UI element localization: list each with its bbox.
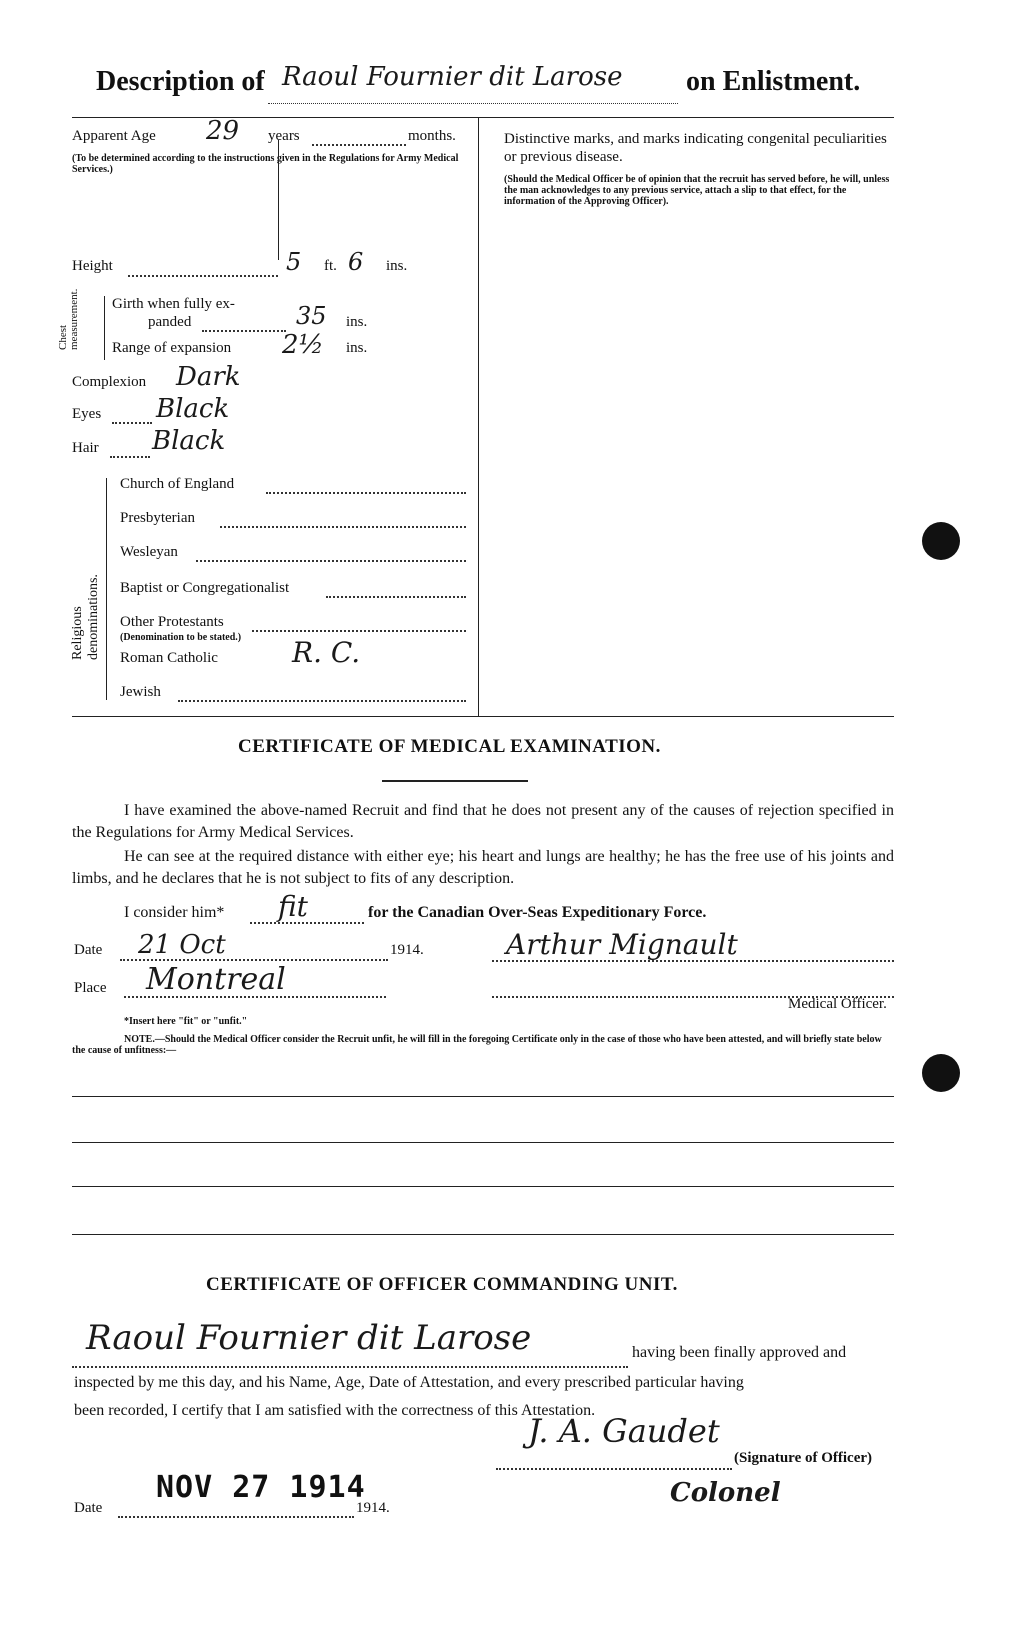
- wesleyan-label: Wesleyan: [120, 544, 178, 560]
- place-label: Place: [74, 980, 107, 996]
- feet-label: ft.: [324, 258, 337, 274]
- height-label: Height: [72, 258, 113, 274]
- distinctive-marks-note: (Should the Medical Officer be of opinion that the recruit has served before, he will, unless the man acknowledges to any previous service, attach a slip to that effect, for the information of the Approving Officer).: [504, 174, 890, 207]
- date-stamp: NOV 27 1914: [156, 1470, 366, 1505]
- religion-label: Religious denominations.: [70, 574, 101, 660]
- presbyterian-dots: [220, 526, 466, 528]
- height-feet-value: 5: [286, 248, 302, 276]
- hair-value: Black: [152, 426, 226, 456]
- presbyterian-label: Presbyterian: [120, 510, 195, 526]
- commanding-text-2: inspected by me this day, and his Name, Age, Date of Attestation, and every prescribed particular having: [74, 1374, 744, 1391]
- unfitness-line-1: [72, 1096, 894, 1097]
- height-inches-value: 6: [348, 248, 364, 276]
- recruit-name-handwritten: Raoul Fournier dit Larose: [282, 62, 623, 92]
- section-rule: [72, 716, 894, 717]
- medical-date-label: Date: [74, 942, 103, 958]
- chest-label: Chest measurement.: [57, 288, 80, 350]
- commanding-name-dots: [72, 1366, 628, 1368]
- medical-officer-signature: Arthur Mignault: [506, 928, 738, 961]
- commanding-text-3: been recorded, I certify that I am satisfied with the correctness of this Attestation.: [74, 1402, 596, 1419]
- denomination-note: (Denomination to be stated.): [120, 632, 242, 643]
- fit-value: fit: [278, 890, 308, 923]
- hair-label: Hair: [72, 440, 99, 456]
- baptist-dots: [326, 596, 466, 598]
- months-label: months.: [408, 128, 456, 144]
- age-divider: [278, 140, 279, 260]
- jewish-dots: [178, 700, 466, 702]
- unfitness-note: NOTE.—Should the Medical Officer consider the Recruit unfit, he will fill in the foregoing Certificate only in the case of those who have been attested, and will briefly state below the cause of unfitness:—: [72, 1034, 882, 1056]
- medical-date-value: 21 Oct: [138, 930, 226, 960]
- eyes-value: Black: [156, 394, 230, 424]
- medical-paragraph-2: [72, 846, 894, 890]
- medical-paragraph-2-text: He can see at the required distance with either eye; his heart and lungs are healthy; he has the free use of his joints and limbs, and he declares that he is not subject to fits of any description.: [72, 848, 894, 887]
- girth-label-2: panded: [148, 314, 192, 330]
- commanding-recruit-name: Raoul Fournier dit Larose: [86, 1318, 532, 1358]
- distinctive-marks-label: Distinctive marks, and marks indicating congenital peculiarities or previous disease.: [504, 131, 887, 165]
- inches-label: ins.: [386, 258, 408, 274]
- commanding-date-label: Date: [74, 1500, 103, 1516]
- punch-hole-lower: [922, 1054, 960, 1092]
- unfitness-line-2: [72, 1142, 894, 1143]
- commanding-certificate-title: CERTIFICATE OF OFFICER COMMANDING UNIT.: [206, 1274, 678, 1295]
- force-label: for the Canadian Over-Seas Expeditionary Force.: [368, 904, 707, 921]
- commanding-date-dots: [118, 1516, 354, 1518]
- complexion-value: Dark: [176, 362, 241, 392]
- medical-certificate-title: CERTIFICATE OF MEDICAL EXAMINATION.: [238, 736, 661, 757]
- title-rule: [268, 103, 678, 104]
- commanding-year-label: 1914.: [356, 1500, 390, 1516]
- girth-label-1: Girth when fully ex-: [112, 296, 235, 312]
- other-protestants-dots: [252, 630, 466, 632]
- place-value: Montreal: [146, 962, 286, 997]
- insert-note: *Insert here "fit" or "unfit.": [124, 1016, 248, 1027]
- wesleyan-dots: [196, 560, 466, 562]
- column-divider: [478, 118, 479, 716]
- medical-title-underline: [382, 780, 528, 782]
- jewish-label: Jewish: [120, 684, 161, 700]
- medical-signature-dots: [492, 960, 894, 962]
- punch-hole-upper: [922, 522, 960, 560]
- religion-bracket: [106, 478, 107, 700]
- range-value: 2½: [282, 330, 324, 360]
- years-label: years: [268, 128, 300, 144]
- church-of-england-dots: [266, 492, 466, 494]
- medical-year-label: 1914.: [390, 942, 424, 958]
- girth-ins-label: ins.: [346, 314, 368, 330]
- commanding-text-1: having been finally approved and: [632, 1344, 847, 1361]
- commanding-officer-signature: J. A. Gaudet: [528, 1412, 720, 1450]
- girth-dots: [202, 330, 286, 332]
- medical-paragraph-1-text: I have examined the above-named Recruit and find that he does not present any of the causes of rejection specified in the Regulations for Army Medical Services.: [72, 802, 894, 841]
- roman-catholic-value: R. C.: [292, 636, 361, 669]
- eyes-label: Eyes: [72, 406, 102, 422]
- consider-label: I consider him*: [124, 904, 225, 921]
- unfitness-line-3: [72, 1186, 894, 1187]
- chest-bracket: [104, 296, 105, 360]
- age-value: 29: [206, 116, 240, 146]
- hair-dots: [110, 456, 150, 458]
- signature-of-officer-label: (Signature of Officer): [734, 1450, 873, 1466]
- range-label: Range of expansion: [112, 340, 232, 356]
- commanding-signature-dots: [496, 1468, 732, 1470]
- complexion-label: Complexion: [72, 374, 147, 390]
- roman-catholic-label: Roman Catholic: [120, 650, 218, 666]
- medical-officer-label: Medical Officer.: [788, 996, 887, 1012]
- age-note: (To be determined according to the instructions given in the Regulations for Army Medical Services.): [72, 153, 459, 175]
- other-protestants-label: Other Protestants: [120, 614, 224, 630]
- months-dots: [312, 144, 406, 146]
- medical-paragraph-1: [72, 800, 894, 844]
- age-label: Apparent Age: [72, 128, 156, 144]
- title-suffix: on Enlistment.: [686, 66, 861, 97]
- range-ins-label: ins.: [346, 340, 368, 356]
- title-prefix: Description of: [96, 66, 265, 97]
- girth-value: 35: [296, 302, 327, 330]
- height-dots: [128, 275, 278, 277]
- unfitness-line-4: [72, 1234, 894, 1235]
- church-of-england-label: Church of England: [120, 476, 235, 492]
- eyes-dots: [112, 422, 152, 424]
- baptist-label: Baptist or Congregationalist: [120, 580, 290, 596]
- commanding-officer-rank: Colonel: [670, 1478, 781, 1508]
- top-rule: [72, 117, 894, 118]
